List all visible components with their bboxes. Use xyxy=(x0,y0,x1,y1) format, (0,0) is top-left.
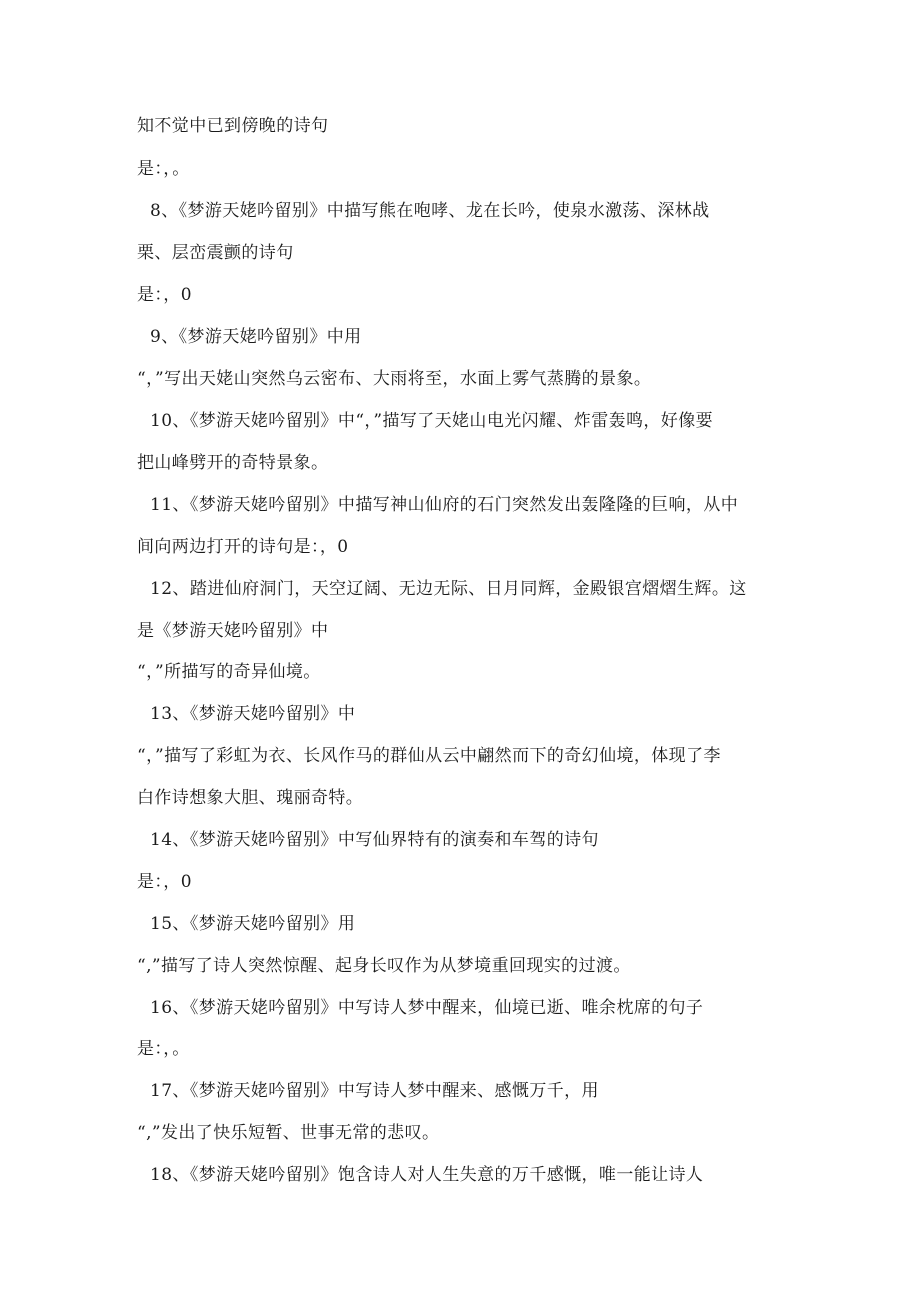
question-18-line: 18、《梦游天姥吟留别》饱含诗人对人生失意的万千感慨，唯一能让诗人 xyxy=(150,1165,704,1185)
question-16-line: 16、《梦游天姥吟留别》中写诗人梦中醒来，仙境已逝、唯余枕席的句子 xyxy=(150,998,704,1018)
text-line: 是：，0 xyxy=(137,285,192,305)
text-line: 是：，。 xyxy=(137,1039,190,1059)
text-line: 是：，。 xyxy=(137,159,190,179)
text-line: “,”描写了诗人突然惊醒、起身长叹作为从梦境重回现实的过渡。 xyxy=(137,956,631,976)
text-line: “,”发出了快乐短暂、世事无常的悲叹。 xyxy=(137,1123,440,1143)
text-line: “，”所描写的奇异仙境。 xyxy=(137,662,321,682)
question-17-line: 17、《梦游天姥吟留别》中写诗人梦中醒来、感慨万千，用 xyxy=(150,1081,599,1101)
text-line: 是《梦游天姥吟留别》中 xyxy=(137,621,329,641)
question-10-line: 10、《梦游天姥吟留别》中“，”描写了天姥山电光闪耀、炸雷轰鸣，好像要 xyxy=(150,411,714,431)
question-8-line: 8、《梦游天姥吟留别》中描写熊在咆哮、龙在长吟，使泉水激荡、深林战 xyxy=(150,201,710,221)
question-14-line: 14、《梦游天姥吟留别》中写仙界特有的演奏和车驾的诗句 xyxy=(150,830,599,850)
text-line: 把山峰劈开的奇特景象。 xyxy=(137,453,329,473)
question-9-line: 9、《梦游天姥吟留别》中用 xyxy=(150,327,362,347)
question-12-line: 12、踏进仙府洞门，天空辽阔、无边无际、日月同辉，金殿银宫熠熠生辉。这 xyxy=(150,579,747,599)
text-line: “，”写出天姥山突然乌云密布、大雨将至，水面上雾气蒸腾的景象。 xyxy=(137,369,652,389)
question-15-line: 15、《梦游天姥吟留别》用 xyxy=(150,914,356,934)
text-line: 是：，0 xyxy=(137,872,192,892)
question-13-line: 13、《梦游天姥吟留别》中 xyxy=(150,704,356,724)
text-line: 栗、层峦震颤的诗句 xyxy=(137,243,294,263)
text-line: 知不觉中已到傍晚的诗句 xyxy=(137,116,329,136)
text-line: 间向两边打开的诗句是：，0 xyxy=(137,537,349,557)
text-line: 白作诗想象大胆、瑰丽奇特。 xyxy=(137,788,364,808)
text-line: “，”描写了彩虹为衣、长风作马的群仙从云中翩然而下的奇幻仙境，体现了李 xyxy=(137,746,721,766)
question-11-line: 11、《梦游天姥吟留别》中描写神山仙府的石门突然发出轰隆隆的巨响，从中 xyxy=(150,495,739,515)
